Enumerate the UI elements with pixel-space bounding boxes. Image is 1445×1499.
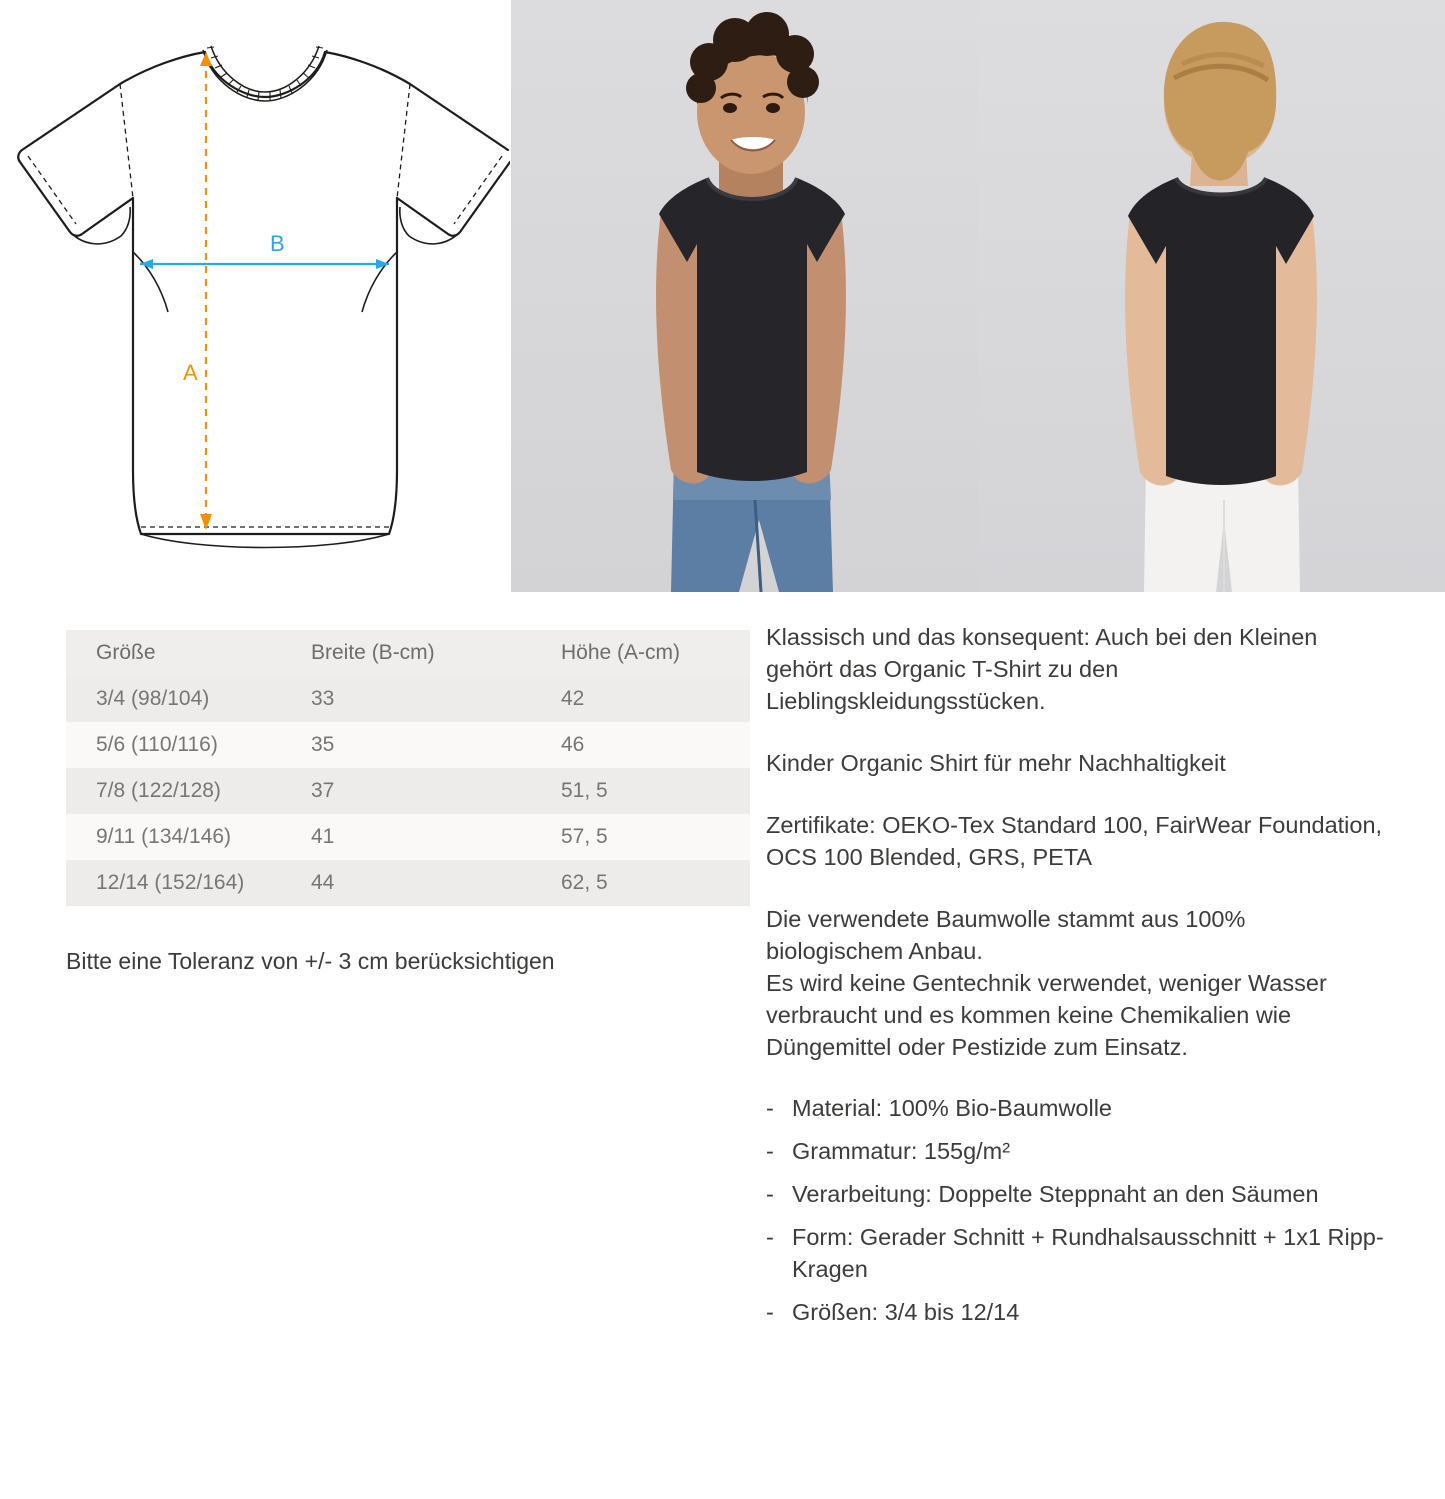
cell-width: 33 (311, 687, 335, 710)
cell-width: 41 (311, 825, 335, 848)
spec-item-label: Größen: 3/4 bis 12/14 (792, 1299, 1020, 1326)
bullet-dash-icon: - (766, 1181, 774, 1208)
cell-width: 35 (311, 733, 335, 756)
table-row (66, 814, 750, 860)
spec-item-sizes (766, 1297, 1386, 1329)
height-measure (183, 52, 212, 530)
cell-size: 9/11 (134/146) (96, 825, 232, 848)
size-table (66, 630, 750, 906)
spec-list (766, 1093, 1386, 1329)
spec-item-label: Verarbeitung: Doppelte Steppnaht an den Säumen (792, 1181, 1319, 1208)
svg-text:B: B (270, 231, 285, 256)
spec-item-label: Material: 100% Bio-Baumwolle (792, 1095, 1113, 1122)
tolerance-note: Bitte eine Toleranz von +/- 3 cm berücksichtigen (66, 948, 555, 974)
bullet-dash-icon: - (766, 1299, 774, 1326)
product-description (766, 622, 1386, 1340)
tshirt-measurement-diagram (0, 0, 510, 592)
bullet-dash-icon: - (766, 1224, 774, 1251)
cell-size: 5/6 (110/116) (96, 733, 218, 756)
cell-size: 12/14 (152/164) (96, 871, 245, 894)
cell-width: 37 (311, 779, 335, 802)
column-header-size: Größe (96, 641, 156, 664)
bullet-dash-icon: - (766, 1138, 774, 1165)
product-images-row (0, 0, 1445, 592)
cell-height: 42 (561, 687, 585, 710)
table-row (66, 722, 750, 768)
description-certificates: Zertifikate: OEKO-Tex Standard 100, FairWear Foundation, OCS 100 Blended, GRS, PETA (766, 811, 1383, 870)
spec-item-shape (766, 1222, 1386, 1286)
photo-back-svg (978, 0, 1445, 592)
spec-item-material (766, 1093, 1386, 1125)
svg-text:A: A (183, 360, 198, 385)
table-row (66, 676, 750, 722)
spec-item-label: Grammatur: 155g/m² (792, 1138, 1011, 1165)
spec-item-label: Form: Gerader Schnitt + Rundhalsausschnitt + 1x1 Ripp-Kragen (792, 1224, 1384, 1283)
cell-height: 51, 5 (561, 779, 608, 802)
table-header-row (66, 630, 750, 676)
table-row (66, 768, 750, 814)
product-photo-back (978, 0, 1445, 592)
table-row (66, 860, 750, 906)
product-photo-front (511, 0, 978, 592)
cell-size: 7/8 (122/128) (96, 779, 221, 802)
bullet-dash-icon: - (766, 1095, 774, 1122)
description-intro: Klassisch und das konsequent: Auch bei den Kleinen gehört das Organic T-Shirt zu den Lieblingskleidungsstücken. (766, 624, 1318, 714)
spec-item-construction (766, 1179, 1386, 1211)
cell-size: 3/4 (98/104) (96, 687, 210, 710)
cell-height: 57, 5 (561, 825, 608, 848)
cell-height: 46 (561, 733, 585, 756)
description-cotton-origin: Die verwendete Baumwolle stammt aus 100% biologischem Anbau. (766, 905, 1246, 964)
cell-width: 44 (311, 871, 335, 894)
tshirt-schematic-svg (0, 0, 510, 592)
column-header-width: Breite (B-cm) (311, 641, 435, 664)
width-measure (140, 231, 389, 269)
description-cotton-process: Es wird keine Gentechnik verwendet, weniger Wasser verbraucht und es kommen keine Chemikalien wie Düngemittel oder Pestizide zum Einsatz. (766, 969, 1327, 1060)
spec-item-weight (766, 1136, 1386, 1168)
cell-height: 62, 5 (561, 871, 608, 894)
column-header-height: Höhe (A-cm) (561, 641, 681, 664)
description-sustainability: Kinder Organic Shirt für mehr Nachhaltigkeit (766, 749, 1226, 776)
photo-front-svg (511, 0, 978, 592)
